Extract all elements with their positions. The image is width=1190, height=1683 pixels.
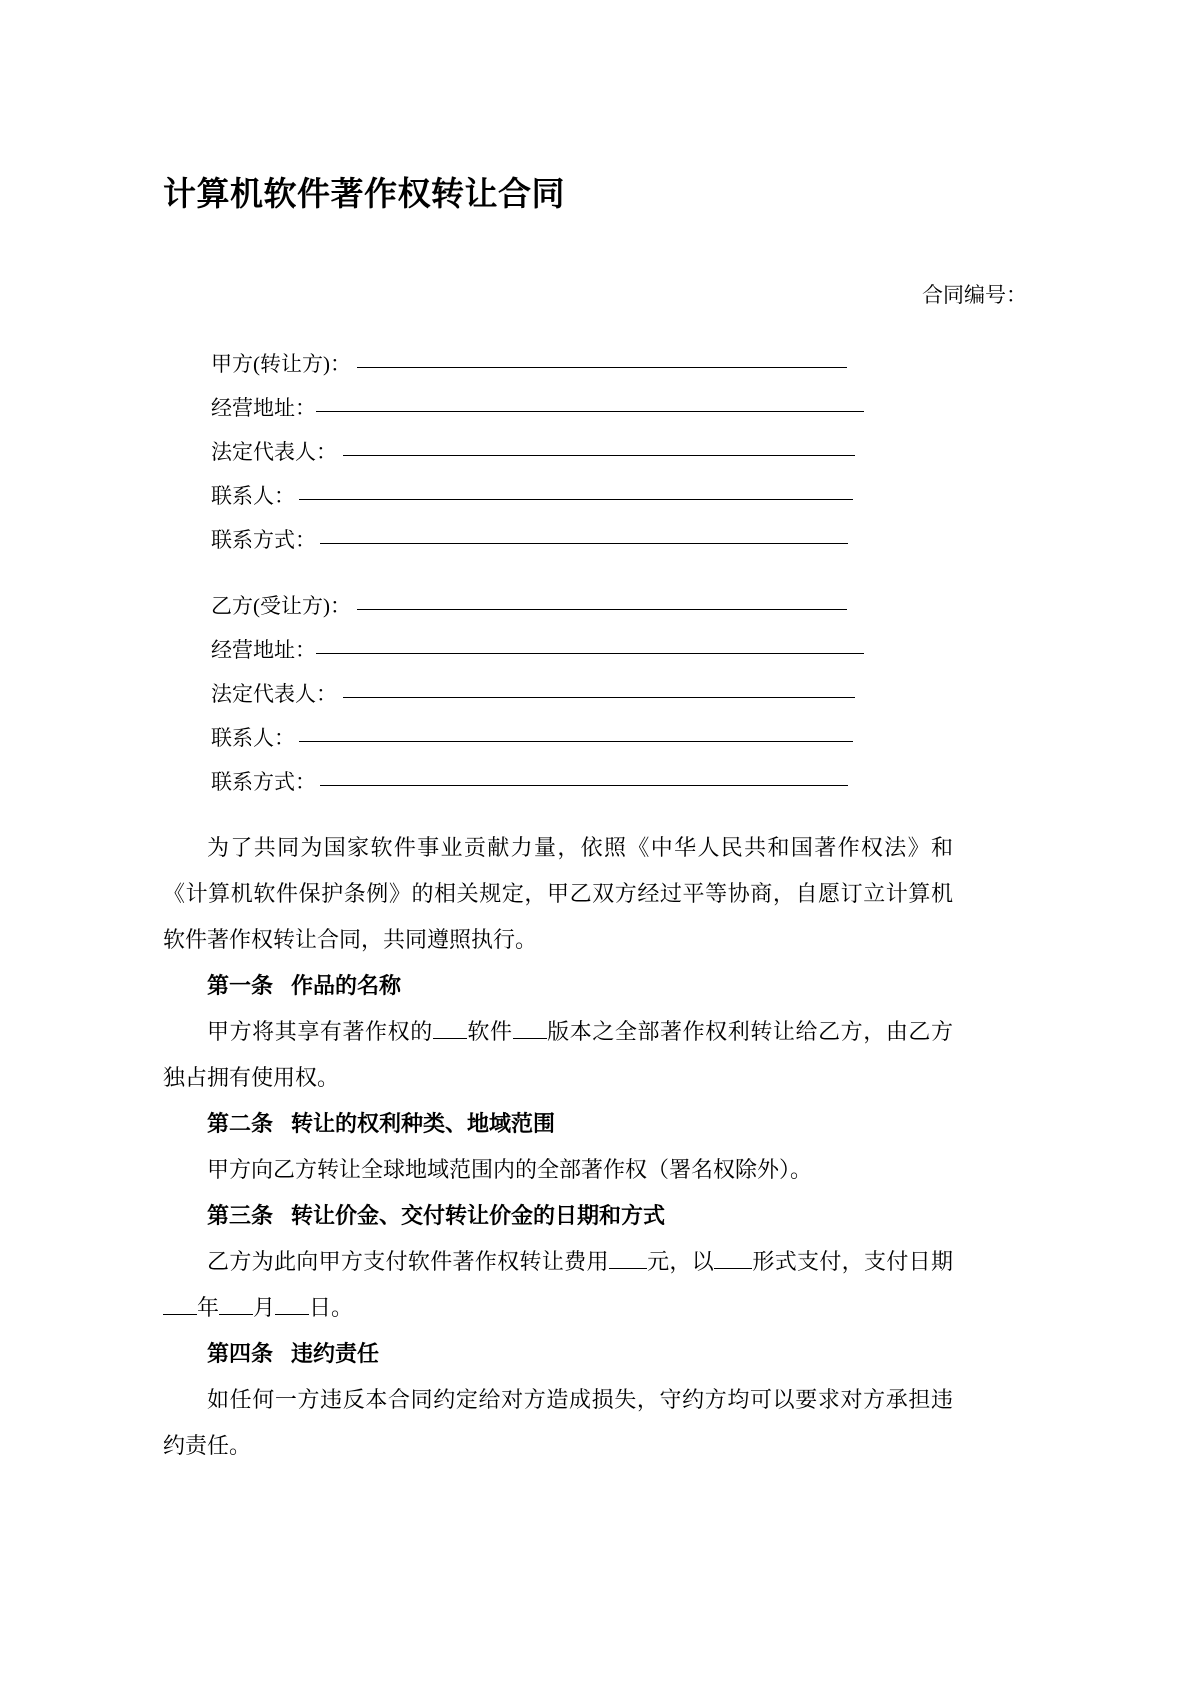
article-1-text-part-2: 软件 — [466, 1019, 513, 1044]
article-text-3 — [163, 1239, 953, 1331]
field-party-b-legal-rep — [211, 678, 961, 722]
field-input-line[interactable] — [316, 411, 864, 412]
field-input-line[interactable] — [320, 785, 848, 786]
field-party-a-legal-rep — [211, 436, 961, 480]
fill-blank[interactable] — [219, 1314, 253, 1315]
article-title: 转让价金、交付转让价金的日期和方式 — [291, 1203, 666, 1228]
field-input-line[interactable] — [343, 697, 855, 698]
field-label: 经营地址： — [211, 638, 316, 662]
article-title: 转让的权利种类、地域范围 — [291, 1111, 556, 1136]
article-title: 违约责任 — [291, 1341, 380, 1366]
field-label: 乙方(受让方)： — [211, 594, 351, 618]
field-label: 经营地址： — [211, 396, 316, 420]
article-1-text-part-3: 版本之全部著作权利转让给乙方，由乙方独占拥有使用权。 — [163, 1019, 953, 1090]
field-label: 法定代表人： — [211, 440, 337, 464]
article-heading-2 — [163, 1101, 953, 1147]
field-label: 联系人： — [211, 726, 295, 750]
field-input-line[interactable] — [299, 499, 853, 500]
article-number: 第三条 — [207, 1203, 274, 1228]
field-input-line[interactable] — [357, 367, 847, 368]
article-text-2: 甲方向乙方转让全球地域范围内的全部著作权（署名权除外）。 — [207, 1157, 813, 1182]
article-3-text-part-4: 年 — [197, 1295, 220, 1320]
article-3-text-part-3: 形式支付，支付日期 — [752, 1249, 953, 1274]
field-party-b-address — [211, 634, 961, 678]
preamble-paragraph: 为了共同为国家软件事业贡献力量，依照《中华人民共和国著作权法》和《计算机软件保护条例》的相关规定，甲乙双方经过平等协商，自愿订立计算机软件著作权转让合同，共同遵照执行。 — [163, 835, 953, 952]
article-3-text-part-5: 月 — [253, 1295, 276, 1320]
field-input-line[interactable] — [299, 741, 853, 742]
field-party-a-contact-person — [211, 480, 961, 524]
field-party-b-contact-method — [211, 766, 961, 810]
fill-blank[interactable] — [714, 1268, 752, 1269]
field-input-line[interactable] — [357, 609, 847, 610]
contract-body — [163, 825, 953, 1469]
fill-blank[interactable] — [513, 1038, 547, 1039]
fill-blank[interactable] — [163, 1314, 197, 1315]
field-input-line[interactable] — [343, 455, 855, 456]
article-title: 作品的名称 — [291, 973, 402, 998]
fill-blank[interactable] — [609, 1268, 647, 1269]
article-number: 第二条 — [207, 1111, 274, 1136]
article-3-text-part-2: 元，以 — [646, 1249, 715, 1274]
article-heading-3 — [163, 1193, 953, 1239]
article-1-text-part-1: 甲方将其享有著作权的 — [207, 1019, 433, 1044]
party-a-block — [211, 348, 961, 568]
field-label: 联系人： — [211, 484, 295, 508]
article-number: 第一条 — [207, 973, 274, 998]
field-label: 甲方(转让方)： — [211, 352, 351, 376]
field-label: 法定代表人： — [211, 682, 337, 706]
field-label: 联系方式： — [211, 528, 316, 552]
contract-number-label: 合同编号： — [922, 283, 1027, 307]
article-heading-1 — [163, 963, 953, 1009]
field-input-line[interactable] — [316, 653, 864, 654]
article-heading-4 — [163, 1331, 953, 1377]
field-party-a-name — [211, 348, 961, 392]
party-b-block — [211, 590, 961, 810]
article-text-4: 如任何一方违反本合同约定给对方造成损失，守约方均可以要求对方承担违约责任。 — [163, 1387, 953, 1458]
field-party-a-contact-method — [211, 524, 961, 568]
article-text-1 — [163, 1009, 953, 1101]
fill-blank[interactable] — [433, 1038, 467, 1039]
page-title: 计算机软件著作权转让合同 — [163, 175, 565, 212]
fill-blank[interactable] — [275, 1314, 309, 1315]
field-party-b-contact-person — [211, 722, 961, 766]
field-party-b-name — [211, 590, 961, 634]
field-party-a-address — [211, 392, 961, 436]
field-input-line[interactable] — [320, 543, 848, 544]
field-label: 联系方式： — [211, 770, 316, 794]
article-3-text-part-1: 乙方为此向甲方支付软件著作权转让费用 — [207, 1249, 609, 1274]
article-number: 第四条 — [207, 1341, 274, 1366]
article-3-text-part-6: 日。 — [309, 1295, 354, 1320]
